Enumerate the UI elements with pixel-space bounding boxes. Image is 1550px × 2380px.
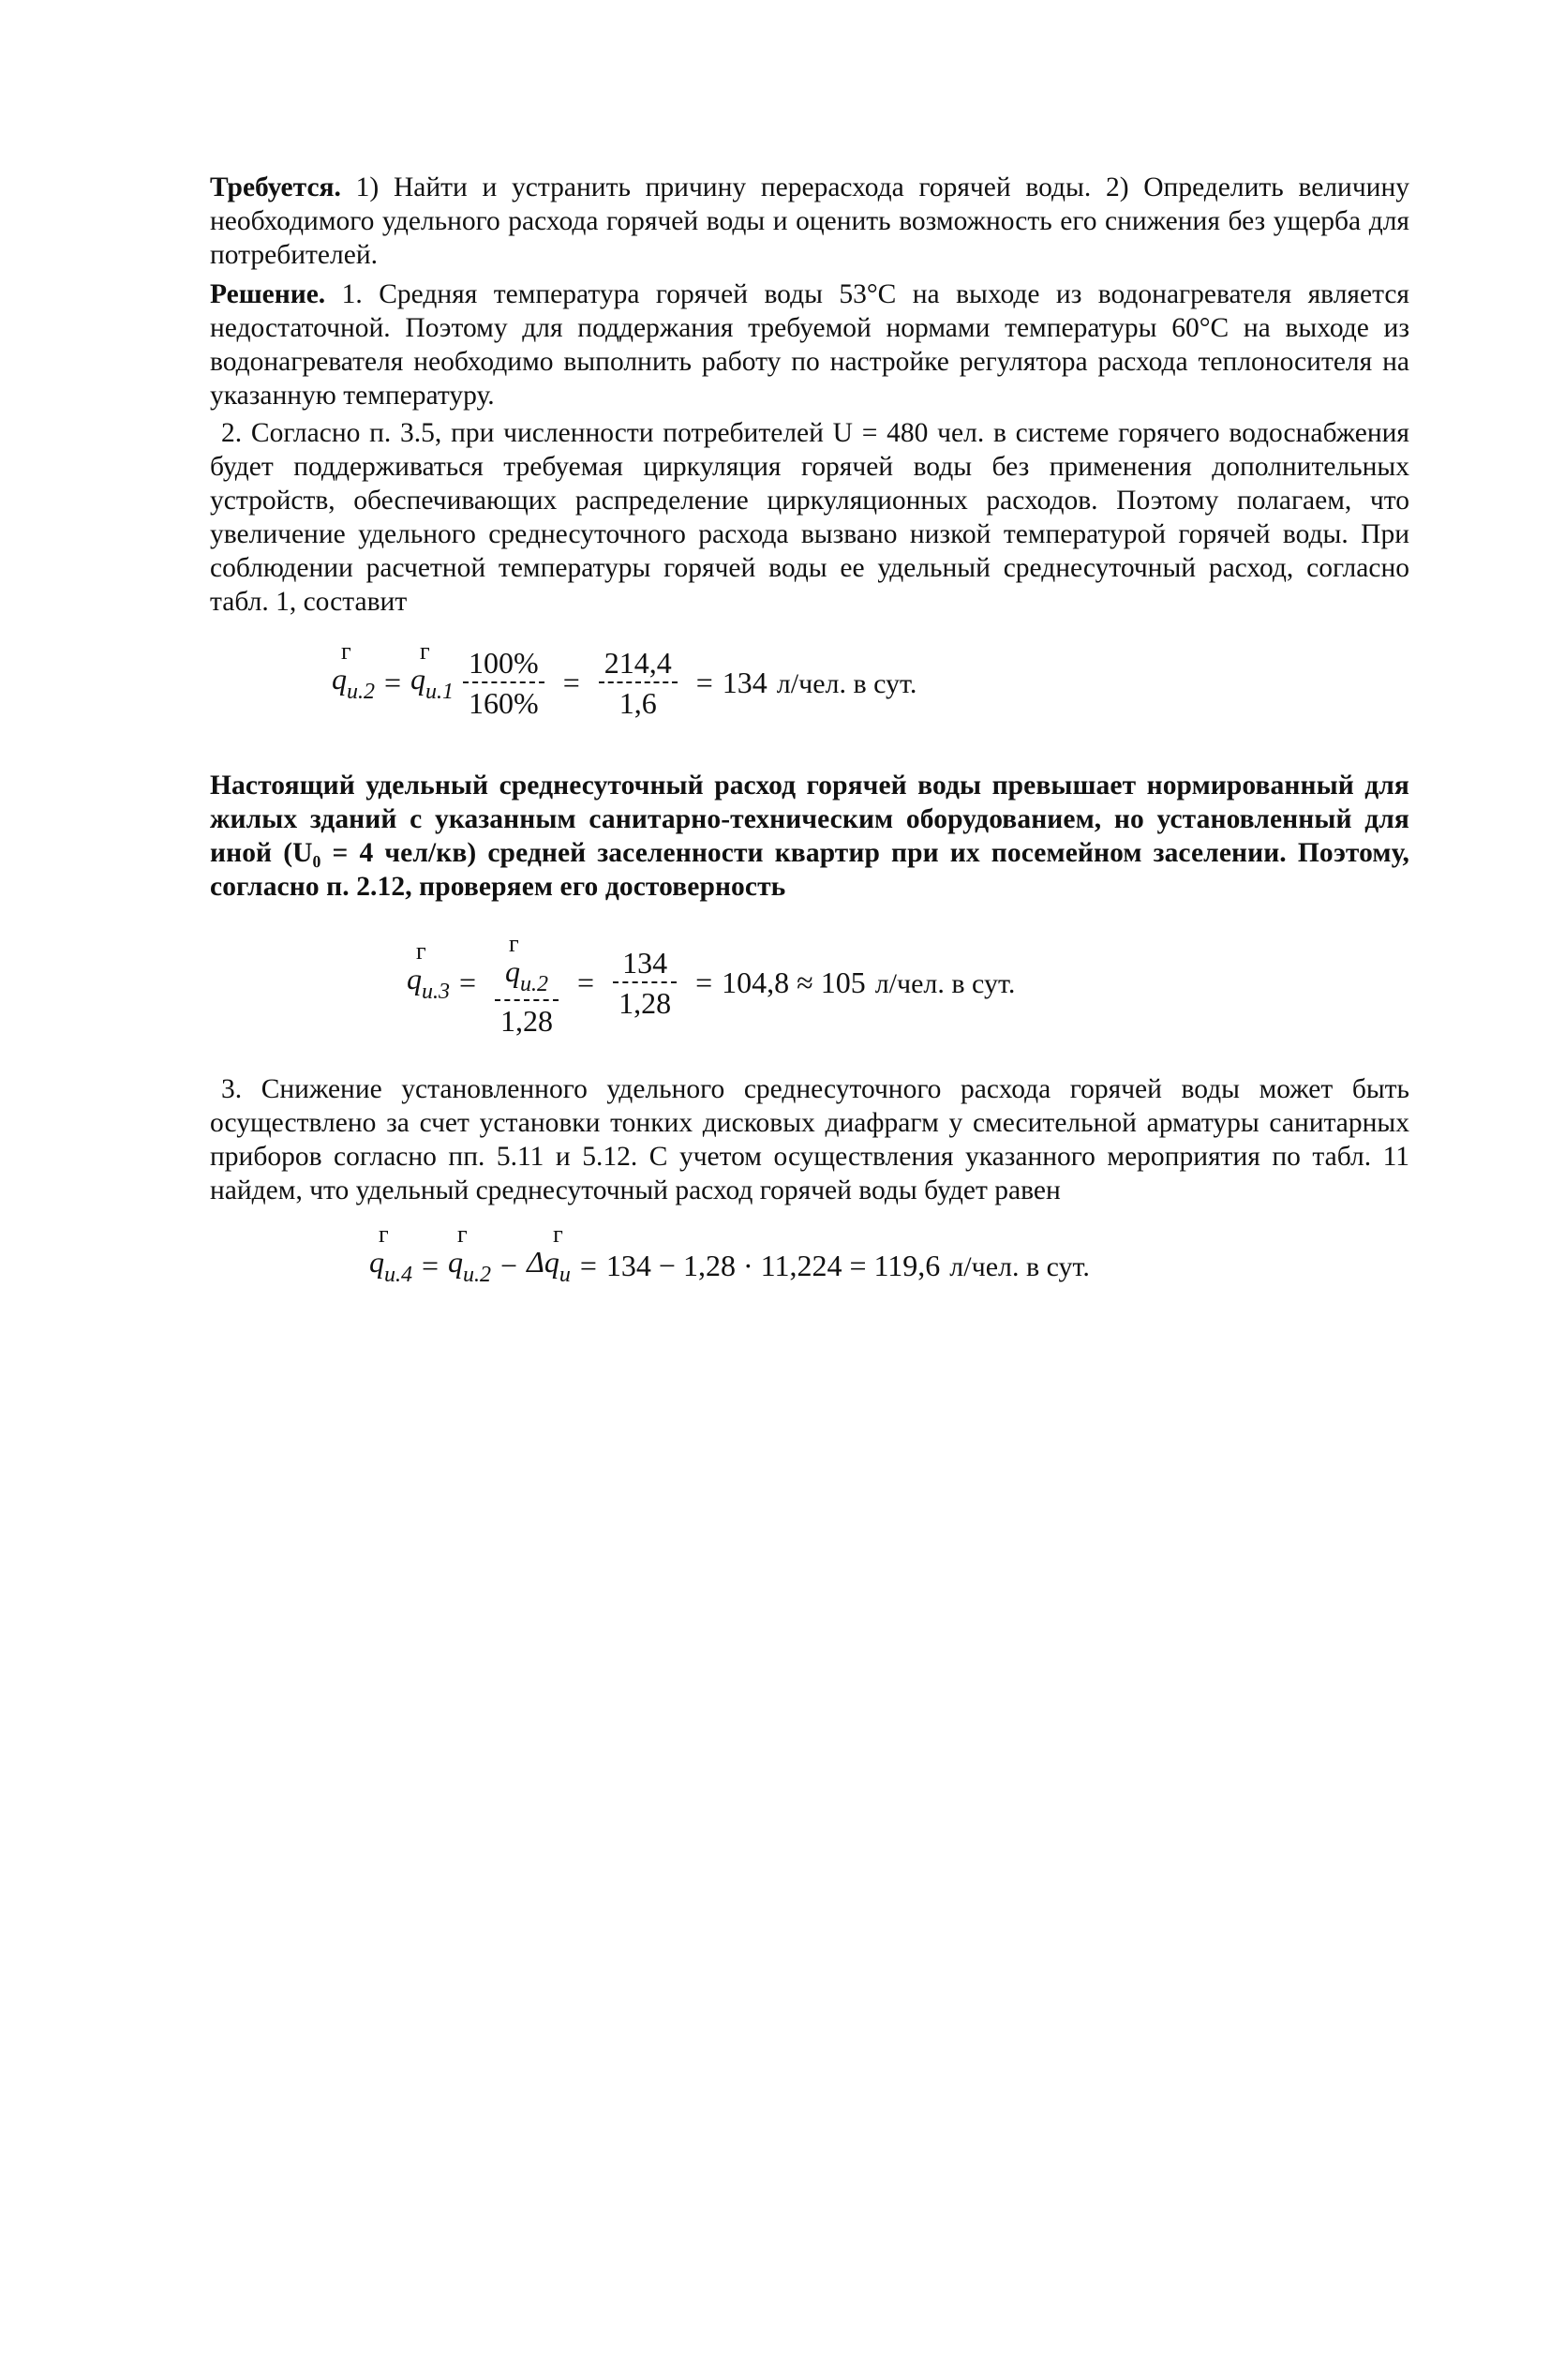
formula-2-lhs: q г $_{u.3}$ [407, 936, 450, 1004]
text-required: 1) Найти и устранить причину перерасхода горячей воды. 2) Определить величину необходимого удельного расхода горячей воды и оценить возможность его снижения без ущерба для потребителей. [210, 172, 1409, 270]
formula-3 [210, 1220, 1409, 1299]
formula-3-lhs: q г $_{u.4}$ [369, 1220, 412, 1287]
formula-2-eq1: = [459, 965, 477, 1000]
formula-3-minus: − [500, 1249, 518, 1283]
formula-3-eq1: = [422, 1249, 440, 1283]
paragraph-solution-2: 2. Согласно п. 3.5, при численности потребителей U = 480 чел. в системе горячего водоснабжения будет поддерживаться требуемая циркуляция горячей воды без применения дополнительных устройств, обеспечивающих распределение циркуляционных расходов. Поэтому полагаем, что увеличение удельного среднесуточного расхода вызвано низкой температурой горячей воды. При соблюдении расчетной температуры горячей воды ее удельный среднесуточный расход, согласно табл. 1, составит [210, 418, 1409, 617]
formula-2-unit: л/чел. в сут. [874, 967, 1016, 999]
formula-3-unit: л/чел. в сут. [949, 1250, 1090, 1282]
formula-2-result: 104,8 ≈ 105 [722, 965, 866, 1000]
formula-2-eq3: = [695, 965, 713, 1000]
formula-2-eq2: = [577, 965, 595, 1000]
formula-1-frac-2: $\frac{214,4}{1,6}$ [599, 647, 678, 720]
text-solution-1: 1. Средняя температура горячей воды 53°С на выходе из водонагревателя является недостаточной. Поэтому для поддержания требуемой нормами температуры 60°С на выходе из водонагревателя необходимо выполнить работу по настройке регулятора расхода теплоносителя на указанную температуру. [210, 279, 1409, 411]
formula-1-frac-1: $\frac{100\%}{160\%}$ [463, 647, 544, 720]
formula-1-eq2: = [562, 666, 580, 700]
formula-1 [210, 632, 1409, 735]
formula-2 [210, 922, 1409, 1044]
label-required: Требуется. [210, 172, 341, 202]
formula-3-eq2: = [579, 1249, 597, 1283]
formula-1-eq1: = [384, 666, 402, 700]
formula-2-frac-1: q г $_{u.2}$ 1,28 [495, 929, 559, 1038]
document-body [210, 171, 1409, 1299]
paragraph-required [210, 171, 1409, 272]
paragraph-actual-rate: Настоящий удельный среднесуточный расход горячей воды превышает нормированный для жилых зданий с указанным санитарно-техническим оборудованием, но установленный для иной (U₀ = 4 чел/кв) средней заселенности квартир при их посемейном заселении. Поэтому, согласно п. 2.12, проверяем его достоверность [210, 771, 1409, 902]
label-solution: Решение. [210, 279, 326, 309]
formula-3-rhs-sym: q г $_{u.2}$ [448, 1220, 492, 1287]
formula-1-rhs-sym: q г $_{u.1}$ [410, 636, 455, 704]
formula-1-lhs: q г $_{u.2}$ [332, 636, 375, 704]
formula-3-delta: Δq г $_u$ [527, 1220, 571, 1287]
formula-2-frac-2: $\frac{134}{1,28}$ [613, 947, 677, 1020]
paragraph-reduction: 3. Снижение установленного удельного среднесуточного расхода горячей воды может быть осуществлено за счет установки тонких дисковых диафрагм у смесительной арматуры санитарных приборов согласно пп. 5.11 и 5.12. С учетом осуществления указанного мероприятия по табл. 11 найдем, что удельный среднесуточный расход горячей воды будет равен [210, 1074, 1409, 1205]
formula-3-expression: 134 − 1,28 · 11,224 = 119,6 [605, 1249, 941, 1283]
formula-1-unit: л/чел. в сут. [776, 667, 917, 699]
formula-1-result: 134 [722, 666, 768, 700]
paragraph-solution-1 [210, 277, 1409, 412]
formula-1-eq3: = [695, 666, 713, 700]
